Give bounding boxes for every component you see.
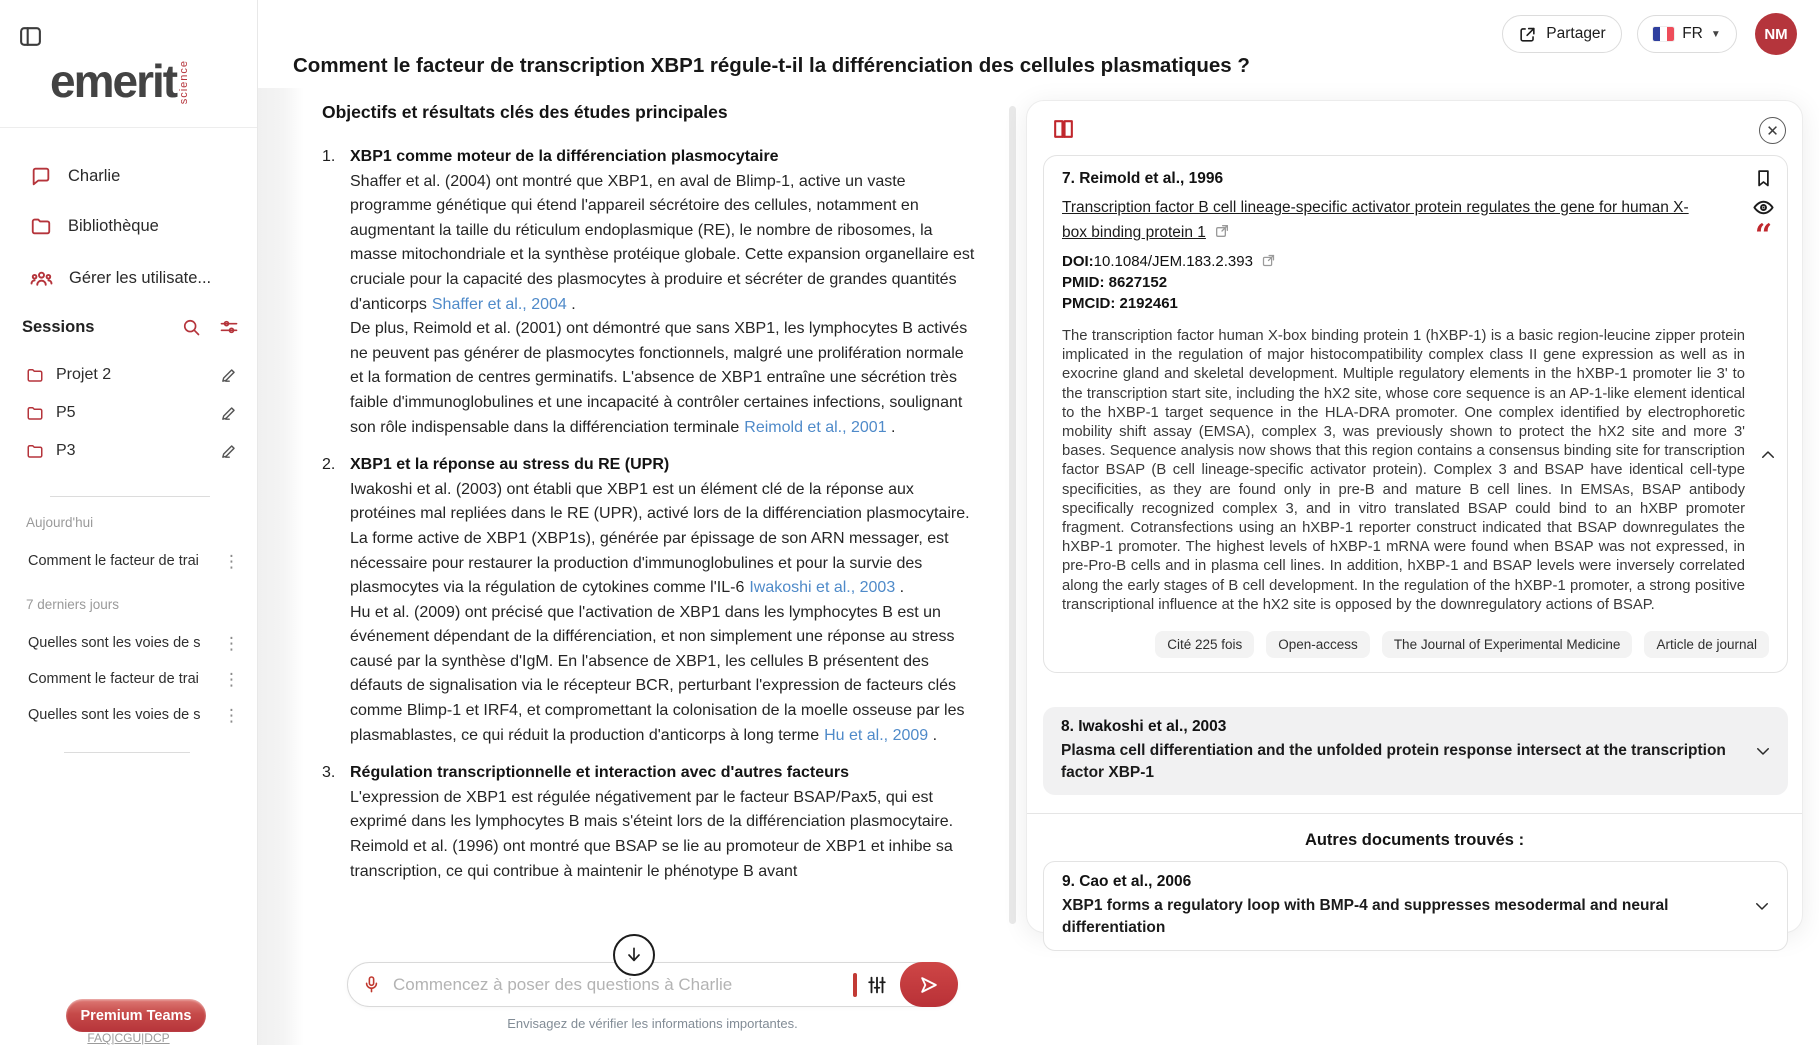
references-panel [1026, 100, 1803, 936]
paragraph [350, 317, 980, 440]
paragraph [350, 170, 980, 318]
tag-citations: Cité 225 fois [1155, 631, 1254, 658]
users-icon [30, 267, 53, 290]
paragraph [350, 786, 980, 884]
reference-doi [1062, 251, 1769, 272]
content-scroll-gutter[interactable] [258, 88, 304, 1045]
edit-icon[interactable] [220, 367, 237, 384]
send-button[interactable] [900, 962, 958, 1007]
sidebar-item-bibliotheque[interactable] [0, 209, 257, 243]
kebab-icon[interactable]: ⋮ [223, 633, 240, 653]
list-number: 2. [322, 456, 336, 474]
citation-link[interactable]: Reimold et al., 2001 [744, 418, 887, 436]
language-selector[interactable] [1637, 15, 1737, 53]
reference-abstract: The transcription factor human X-box binding protein 1 (hXBP-1) is a basic region-leucine zipper protein implicated in the regulation of major histocompatibility complex class II gene expression as well as in exocrine gland and skeletal development. Multiple regulatory elements in the hXBP-1 promoter lie 3' to the transcription start site, including the hX2 site, whose core sequence is an AP-1-like element identical to the hXBP-1 target sequence in the HLA-DRA promoter. One complex identified by electrophoretic mobility shift assay (EMSA), complex 3, was previously shown to protect the hX2 site and more 3' bases. Sequence analysis now shows that this region contains a consensus binding site for transcription factor BSAP (B cell lineage-specific activator protein). Complex 3 and BSAP have identical cell-type specificities, as they are found only in pre-B and mature B cell lines. In EMSAs, BSAP antibody specifically recognized complex 3, and in vitro translated BSAP could bind to an hXBP promoter fragment. Cotransfections using an hXBP-1 reporter construct indicated that BSAP downregulates the hXBP-1 promoter. The highest levels of hXBP-1 mRNA were found when BSAP was not expressed, in pre-Pro-B cells and in plasma cell lines. In addition, hXBP-1 and BSAP levels were inversely correlated along the early stages of B cell development. In the regulation of the hXBP-1 promoter, a strong positive transcriptional influence at the hX2 site is opposed by the downregulatory actions of BSAP. [1062, 328, 1745, 613]
session-item-selected[interactable] [0, 543, 240, 579]
chevron-down-icon[interactable] [1753, 897, 1771, 915]
send-icon [918, 974, 940, 996]
reference-card-collapsed[interactable] [1043, 707, 1788, 795]
bookmark-icon[interactable] [1753, 168, 1774, 189]
premium-teams-button[interactable]: Premium Teams [66, 999, 206, 1032]
external-link-icon[interactable] [1261, 253, 1276, 268]
sidebar-project-row[interactable] [0, 360, 257, 390]
project-label: P3 [56, 442, 76, 459]
reference-title-link[interactable]: Transcription factor B cell lineage-specific activator protein regulates the gene for human X-box binding protein 1 [1062, 199, 1689, 241]
paragraph-text: Shaffer et al. (2004) ont montré que XBP1, en aval de Blimp-1, active un vaste programme génétique qui étend l'appareil sécrétoire des cellules, notamment en augmentant la taille du réticulum endoplasmique (RE), le nombre de ribosomes, la masse mitochondriale et la synthèse protéique globale. Cette expansion organellaire est cruciale pour la capacité des plasmocytes à produire et sécréter de grandes quantités d'anticorps [350, 172, 975, 313]
disclaimer-text: Envisagez de vérifier les informations importantes. [507, 1016, 798, 1031]
footer-links[interactable]: FAQ|CGU|DCP [87, 1031, 170, 1045]
sessions-divider [50, 496, 210, 497]
paragraph-text: Hu et al. (2009) ont précisé que l'activation de XBP1 dans les lymphocytes B est un événement dépendant de la différenciation, et non simplement une réponse au stress causé par la synthèse d'IgM. En l'absence de XBP1, les cellules B présentent des défauts de signalisation via le récepteur BCR, perturbant l'expression de facteurs clés comme Blimp-1 et IRF4, et compromettant la colonisation de la moelle osseuse par les plasmablastes, ce qui réduit la production d'anticorps à long terme [350, 603, 965, 744]
tag-journal-name: The Journal of Experimental Medicine [1382, 631, 1633, 658]
paragraph-text: De plus, Reimold et al. (2001) ont démontré que sans XBP1, les lymphocytes B activés ne peuvent pas générer de plasmocytes fonctionnels, malgré une prolifération normale et la formation de centres germinatifs. L'absence de XBP1 entraîne une sécrétion très faible d'immunoglobulines et une incapacité à contrôler certaines infections, soulignant son rôle indispensable dans la différenciation terminale [350, 320, 968, 436]
item-title: Régulation transcriptionnelle et interaction avec d'autres facteurs [350, 764, 850, 782]
share-icon [1518, 25, 1537, 44]
session-item[interactable] [0, 625, 240, 661]
list-item [322, 145, 980, 440]
chat-icon [30, 165, 52, 187]
reference-title: XBP1 forms a regulatory loop with BMP-4 and suppresses mesodermal and neural differentiation [1062, 897, 1669, 936]
share-label: Partager [1546, 25, 1606, 42]
project-label: P5 [56, 404, 76, 421]
tune-icon[interactable] [866, 974, 888, 996]
session-group-label: 7 derniers jours [26, 597, 120, 612]
reference-number-title: 9. Cao et al., 2006 [1062, 873, 1192, 890]
sessions-divider [64, 752, 190, 753]
panel-divider [1027, 813, 1802, 814]
citation-link[interactable]: Hu et al., 2009 [824, 726, 929, 744]
sidebar-item-label: Bibliothèque [68, 216, 159, 235]
citation-suffix: . [886, 418, 896, 436]
chevron-down-icon[interactable] [1754, 742, 1772, 760]
edit-icon[interactable] [220, 443, 237, 460]
session-item[interactable] [0, 697, 240, 733]
quote-icon[interactable]: “ [1754, 218, 1773, 253]
list-item [322, 453, 980, 748]
language-label: FR [1682, 25, 1703, 42]
session-item-label: Quelles sont les voies de s [28, 635, 201, 651]
reference-pmid: PMID: 8627152 [1062, 274, 1168, 291]
page-title: Comment le facteur de transcription XBP1 régule-t-il la différenciation des cellules plasmatiques ? [293, 54, 1250, 77]
other-document-card[interactable] [1043, 861, 1788, 951]
list-number: 1. [322, 148, 336, 165]
other-documents-heading: Autres documents trouvés : [1304, 831, 1525, 849]
logo-text: emerit [50, 55, 177, 108]
panel-scrollbar[interactable] [1009, 106, 1016, 924]
citation-link[interactable]: Iwakoshi et al., 2003 [749, 579, 896, 597]
reference-tags [1062, 631, 1769, 658]
item-title: XBP1 comme moteur de la différenciation plasmocytaire [350, 148, 779, 165]
text-cursor-indicator [853, 973, 857, 997]
sidebar-divider [0, 127, 257, 128]
kebab-icon[interactable]: ⋮ [223, 551, 240, 571]
sessions-header [0, 312, 257, 342]
mic-icon[interactable] [362, 975, 381, 994]
reference-number-title: 7. Reimold et al., 1996 [1062, 170, 1224, 187]
doi-label: DOI: [1062, 253, 1094, 270]
edit-icon[interactable] [220, 405, 237, 422]
folder-icon [26, 404, 44, 422]
sidebar-project-row[interactable] [0, 436, 257, 466]
paragraph [350, 601, 980, 749]
citation-suffix: . [895, 579, 905, 597]
kebab-icon[interactable]: ⋮ [223, 705, 240, 725]
paragraph-text: Iwakoshi et al. (2003) ont établi que XBP1 est un élément clé de la réponse aux protéines mal repliées dans le RE (UPR), activé lors de la différenciation plasmocytaire. La forme active de XBP1 (XBP1s), générée par épissage de son ARN messager, est nécessaire pour restaurer la production d'immunoglobulines et pour la survie des plasmocytes via la régulation de cytokines comme l'IL-6 [350, 480, 970, 597]
answer-content [322, 102, 980, 960]
list-item [322, 761, 980, 884]
search-icon[interactable] [181, 317, 201, 337]
folder-icon [26, 366, 44, 384]
sidebar-toggle-icon[interactable] [18, 24, 43, 49]
reference-pmcid: PMCID: 2192461 [1062, 295, 1178, 312]
session-item-label: Comment le facteur de trai [28, 671, 199, 687]
citation-suffix: . [928, 726, 938, 744]
avatar[interactable]: NM [1755, 13, 1797, 55]
sidebar-item-label: Charlie [68, 166, 121, 185]
app-logo [50, 55, 191, 108]
project-label: Projet 2 [56, 366, 112, 383]
folder-icon [26, 442, 44, 460]
book-icon [1051, 117, 1076, 142]
session-item[interactable] [0, 661, 240, 697]
session-group-label: Aujourd'hui [26, 515, 94, 530]
reference-title: Plasma cell differentiation and the unfolded protein response intersect at the transcription factor XBP-1 [1061, 742, 1726, 781]
doi-value: 10.1084/JEM.183.2.393 [1093, 253, 1253, 270]
message-composer [347, 962, 958, 1007]
session-item-label: Comment le facteur de trai [28, 553, 199, 569]
sessions-title: Sessions [22, 317, 95, 336]
citation-link[interactable]: Shaffer et al., 2004 [431, 295, 567, 313]
item-title: XBP1 et la réponse au stress du RE (UPR) [350, 456, 670, 474]
tag-article-type: Article de journal [1644, 631, 1769, 658]
folder-icon [30, 215, 52, 237]
paragraph-text: L'expression de XBP1 est régulée négativement par le facteur BSAP/Pax5, qui est exprimé dans les lymphocytes B mais s'éteint lors de la différenciation plasmocytaire. Reimold et al. (1996) ont montré que BSAP se lie au promoteur de XBP1 et inhibe sa transcription, ce qui contribue à maintenir le phénotype B avant [350, 788, 954, 880]
sidebar-item-label: Gérer les utilisate... [69, 268, 212, 287]
session-item-label: Quelles sont les voies de s [28, 707, 201, 723]
share-button[interactable] [1502, 15, 1622, 53]
external-link-icon[interactable] [1214, 223, 1230, 239]
chevron-down-icon: ▼ [1710, 28, 1721, 40]
manage-sessions-icon[interactable] [219, 317, 239, 337]
sidebar-item-manage-users[interactable] [0, 261, 257, 295]
scroll-to-bottom-button[interactable] [613, 934, 655, 976]
kebab-icon[interactable]: ⋮ [223, 669, 240, 689]
sidebar [0, 0, 258, 1045]
chat-input[interactable] [391, 974, 853, 996]
eye-icon[interactable] [1752, 196, 1775, 219]
list-number: 3. [322, 764, 336, 782]
paragraph [350, 478, 980, 601]
close-icon[interactable]: ✕ [1759, 117, 1786, 144]
tag-open-access: Open-access [1266, 631, 1370, 658]
sidebar-item-charlie[interactable] [0, 159, 257, 193]
sidebar-project-row[interactable] [0, 398, 257, 428]
reference-number-title: 8. Iwakoshi et al., 2003 [1061, 718, 1227, 735]
reference-card [1043, 155, 1788, 673]
arrow-down-icon [624, 945, 644, 965]
chevron-up-icon[interactable] [1759, 446, 1777, 464]
logo-subtext: science [178, 60, 191, 105]
section-heading: Objectifs et résultats clés des études principales [322, 102, 728, 122]
french-flag-icon [1653, 27, 1674, 41]
citation-suffix: . [566, 295, 576, 313]
